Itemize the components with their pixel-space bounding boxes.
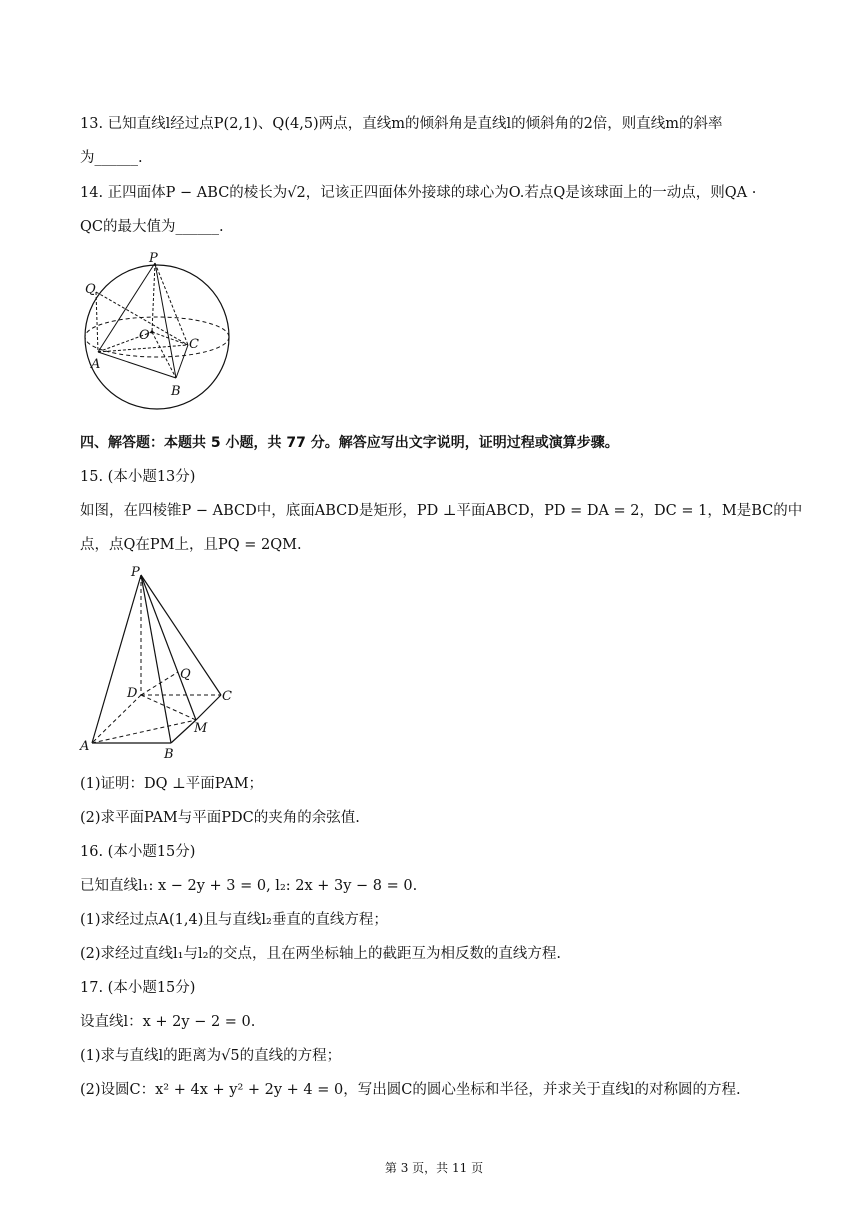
q16-line1: 已知直线l₁: x − 2y + 3 = 0, l₂: 2x + 3y − 8 = 0.: [80, 878, 418, 894]
q16-part2: (2)求经过直线l₁与l₂的交点，且在两坐标轴上的截距互为相反数的直线方程.: [80, 946, 562, 962]
q15-part1: (1)证明：DQ ⊥平面PAM；: [80, 776, 264, 792]
q16-part1: (1)求经过点A(1,4)且与直线l₂垂直的直线方程；: [80, 912, 388, 928]
label-P: P: [149, 251, 158, 266]
label-O: O: [139, 328, 150, 343]
q15-line1: 如图，在四棱锥P − ABCD中，底面ABCD是矩形，PD ⊥平面ABCD，PD = DA = 2，DC = 1，M是BC的中: [80, 503, 803, 519]
label-P: P: [131, 565, 140, 580]
sphere-outline: [85, 265, 229, 409]
sphere-equator: [85, 317, 229, 357]
q13-line2: 为______.: [80, 150, 143, 166]
sphere-tetrahedron-figure: [78, 250, 238, 410]
q17-head: 17. (本小题15分): [80, 980, 196, 996]
q13-line1: 13. 已知直线l经过点P(2,1)、Q(4,5)两点，直线m的倾斜角是直线l的倾斜角的2倍，则直线m的斜率: [80, 116, 723, 132]
label-A: A: [91, 357, 101, 372]
q17-part2: (2)设圆C：x² + 4x + y² + 2y + 4 = 0，写出圆C的圆心坐标和半径，并求关于直线l的对称圆的方程.: [80, 1082, 741, 1098]
section-4-header: 四、解答题：本题共 5 小题，共 77 分。解答应写出文字说明，证明过程或演算步骤。: [80, 435, 619, 451]
pyramid-figure: [76, 560, 246, 765]
q17-part1: (1)求与直线l的距离为√5的直线的方程；: [80, 1048, 342, 1064]
label-D: D: [127, 686, 138, 701]
page-footer: 第 3 页，共 11 页: [384, 1161, 484, 1175]
label-C: C: [189, 337, 199, 352]
q16-head: 16. (本小题15分): [80, 844, 196, 860]
q15-head: 15. (本小题13分): [80, 469, 196, 485]
label-Q: Q: [85, 282, 96, 297]
q14-line1: 14. 正四面体P − ABC的棱长为√2，记该正四面体外接球的球心为O.若点Q是该球面上的一动点，则QA ·: [80, 185, 757, 201]
label-B: B: [164, 747, 174, 762]
q14-line2: QC的最大值为______.: [80, 219, 224, 235]
label-M: M: [194, 721, 208, 736]
label-A: A: [80, 739, 90, 754]
q15-line2: 点，点Q在PM上，且PQ = 2QM.: [80, 537, 302, 553]
q15-part2: (2)求平面PAM与平面PDC的夹角的余弦值.: [80, 810, 360, 826]
label-C: C: [222, 689, 232, 704]
label-B: B: [171, 384, 181, 399]
q17-line1: 设直线l：x + 2y − 2 = 0.: [80, 1014, 256, 1030]
label-Q: Q: [180, 667, 191, 682]
